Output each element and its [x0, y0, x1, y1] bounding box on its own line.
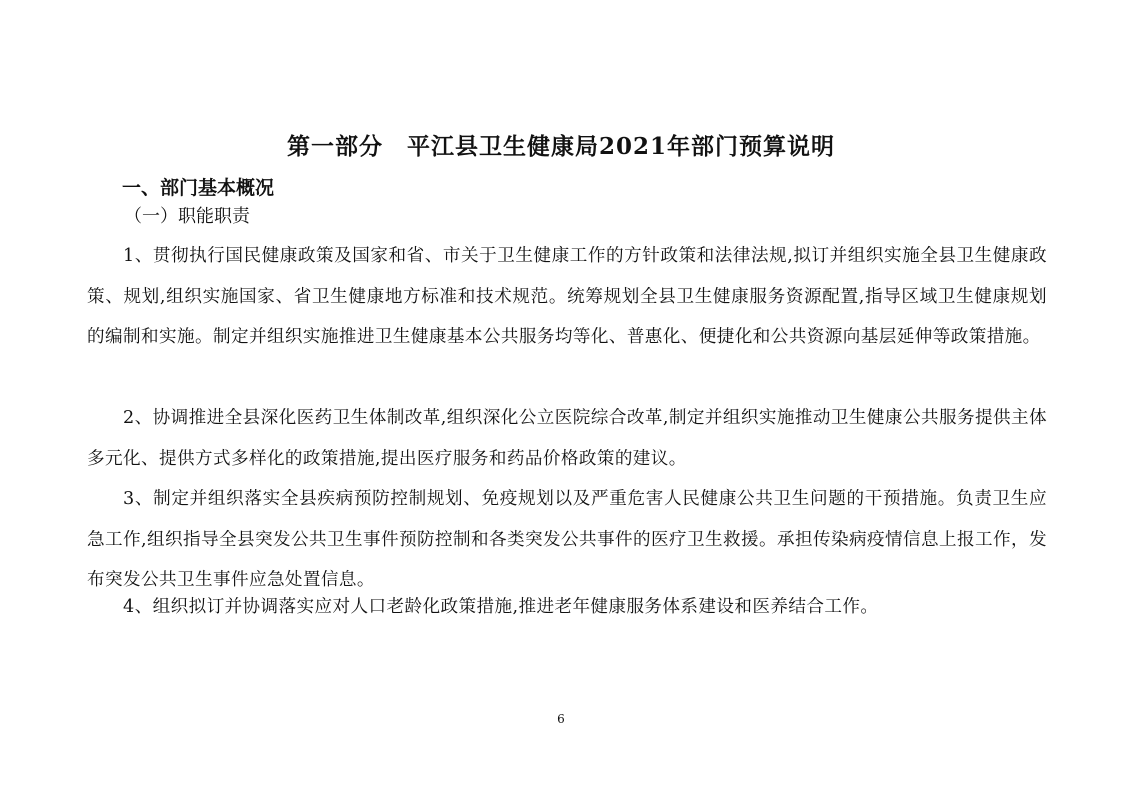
paragraph-1: 1、贯彻执行国民健康政策及国家和省、市关于卫生健康工作的方针政策和法律法规,拟订并组织实施全县卫生健康政策、规划,组织实施国家、省卫生健康地方标准和技术规范。统筹规划全县卫生健康服务资源配置,指导区域卫生健康规划的编制和实施。制定并组织实施推进卫生健康基本公共服务均等化、普惠化、便捷化和公共资源向基层延伸等政策措施。 — [87, 246, 1047, 347]
subsection-heading: （一）职能职责 — [124, 206, 250, 227]
paragraph-4: 4、组织拟订并协调落实应对人口老龄化政策措施,推进老年健康服务体系建设和医养结合工作。 — [123, 597, 879, 617]
page-number: 6 — [557, 712, 565, 726]
paragraph-3: 3、制定并组织落实全县疾病预防控制规划、免疫规划以及严重危害人民健康公共卫生问题的干预措施。负责卫生应急工作,组织指导全县突发公共卫生事件预防控制和各类突发公共事件的医疗卫生救援。承担传染病疫情信息上报工作，发布突发公共卫生事件应急处置信息。 — [87, 489, 1047, 590]
section-heading: 一、部门基本概况 — [122, 177, 275, 199]
page-title: 第一部分 平江县卫生健康局2021年部门预算说明 — [286, 133, 835, 160]
paragraph-2: 2、协调推进全县深化医药卫生体制改革,组织深化公立医院综合改革,制定并组织实施推动卫生健康公共服务提供主体多元化、提供方式多样化的政策措施,提出医疗服务和药品价格政策的建议。 — [87, 408, 1047, 469]
